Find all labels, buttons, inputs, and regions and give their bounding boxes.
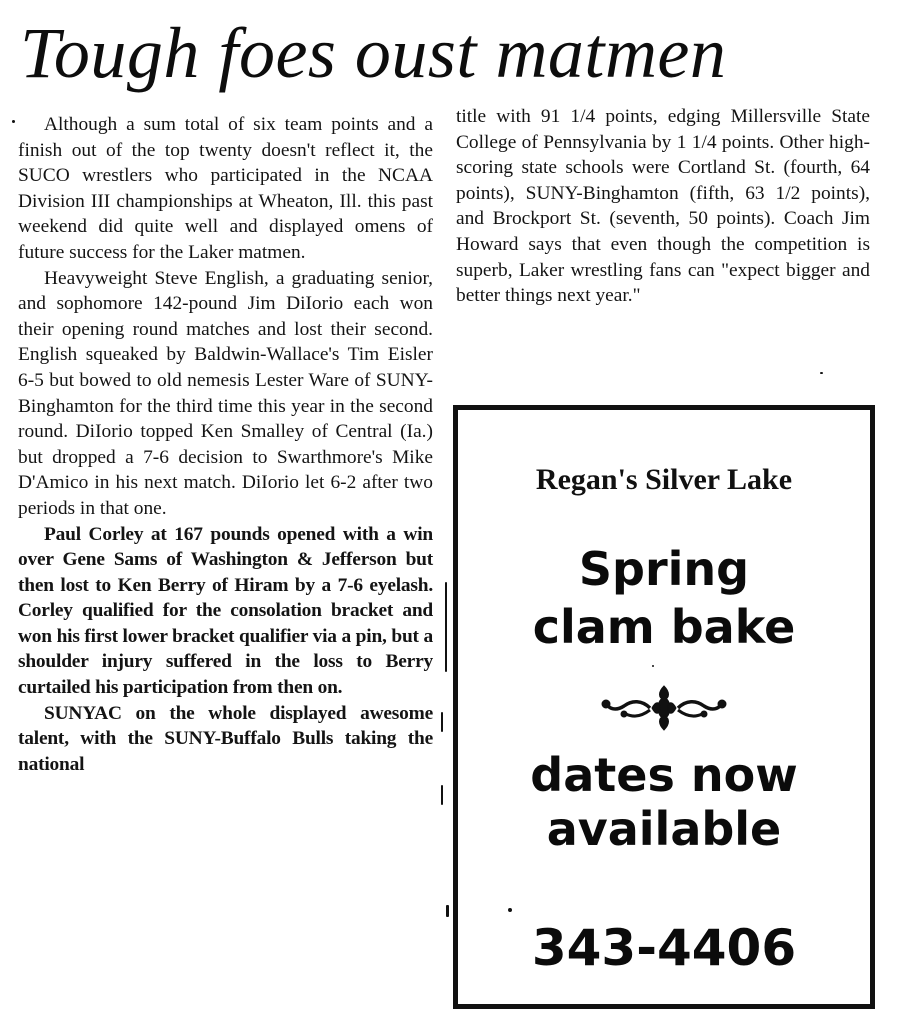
print-speck [820, 372, 823, 374]
print-speck [441, 785, 443, 805]
article-paragraph-1: Although a sum total of six team points and a finish out of the top twenty doesn't reflect it, the SUCO wrestlers who participated in the NCAA Division III championships at Wheaton, Ill. this past weekend did quite well and displayed omens of future success for the Laker matmen. [18, 114, 433, 263]
print-speck [441, 712, 443, 732]
ad-headline-line-2: clam bake [532, 600, 796, 654]
print-speck [445, 582, 447, 672]
ad-dates-text [458, 748, 870, 856]
article-paragraph-5: title with 91 1/4 points, edging Millersville State College of Pennsylvania by 1 1/4 points. Other high-scoring state schools were Cortland St. (fourth, 64 points), SUNY-Binghamton (fifth, 63 1/2 points), and Brockport St. (seventh, 50 points). Coach Jim Howard says that even though the competition is superb, Laker wrestling fans can "expect bigger and better things next year." [456, 106, 870, 307]
print-speck [508, 908, 512, 912]
advertisement-box [453, 405, 875, 1009]
ad-dates-line-1: dates now [530, 748, 798, 802]
ad-dates-line-2: available [546, 802, 782, 856]
ad-headline-line-1: Spring [578, 542, 750, 596]
article-paragraph-3: Paul Corley at 167 pounds opened with a win over Gene Sams of Washington & Jefferson but then lost to Ken Berry of Hiram by a 7-6 eyelash. Corley qualified for the consolation bracket and won his first lower bracket qualifier via a pin, but a shoulder injury suffered in the loss to Berry curtailed his participation from then on. [18, 523, 433, 699]
print-speck [446, 905, 449, 917]
article-column-right [456, 104, 870, 309]
fleuron-ornament-icon [594, 678, 734, 738]
article-paragraph-2: Heavyweight Steve English, a graduating senior, and sophomore 142-pound Jim DiIorio each won their opening round matches and lost their second. English squeaked by Baldwin-Wallace's Tim Eisler 6-5 but bowed to old nemesis Lester Ware of SUNY-Binghamton for the third time this year in the second round. DiIorio topped Ken Smalley of Central (Ia.) but dropped a 7-6 decision to Swarthmore's Mike D'Amico in his next match. DiIorio let 6-2 after two periods in that one. [18, 267, 433, 519]
ad-business-name: Regan's Silver Lake [535, 463, 793, 496]
article-paragraph-4: SUNYAC on the whole displayed awesome talent, with the SUNY-Buffalo Bulls taking the national [18, 702, 433, 775]
ad-headline [458, 540, 870, 656]
ad-phone-number: 343-4406 [531, 919, 797, 977]
article-column-left [18, 112, 433, 777]
article-headline: Tough foes oust matmen [20, 13, 727, 93]
print-speck [652, 665, 654, 667]
print-speck [12, 120, 15, 123]
